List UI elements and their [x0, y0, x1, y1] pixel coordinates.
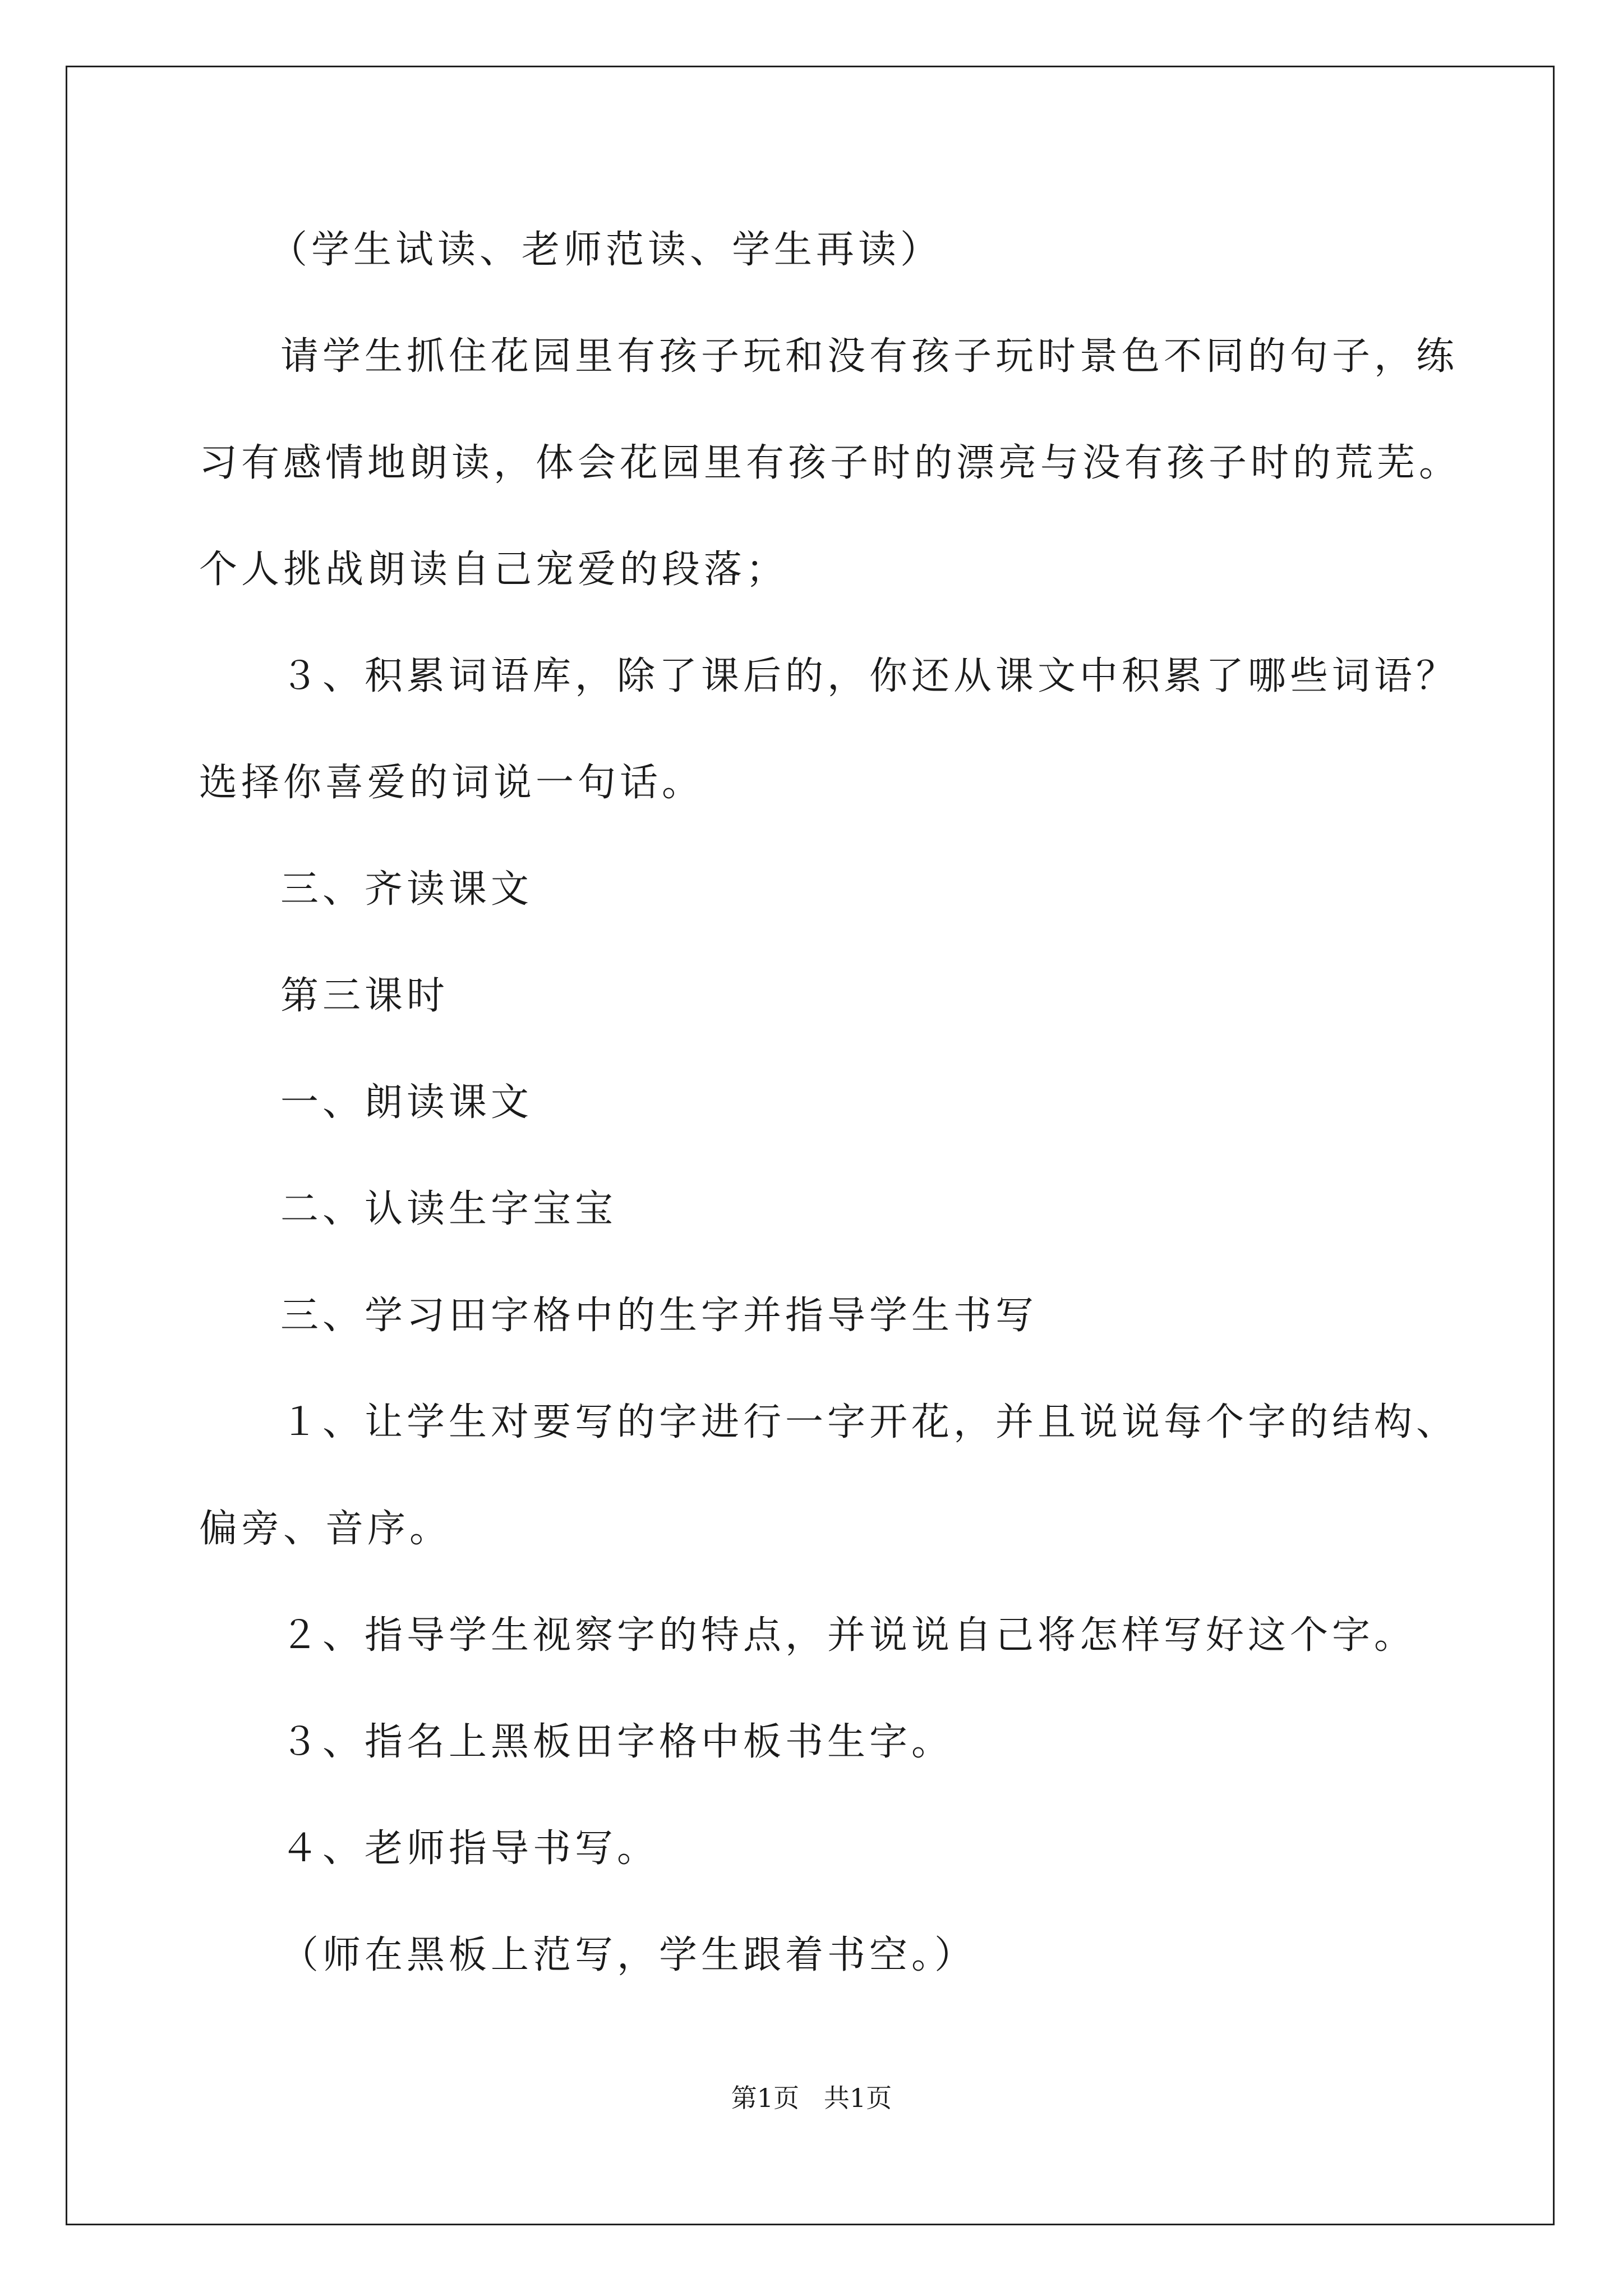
text-line-8: 第三课时	[280, 974, 449, 1018]
text-line-4: 个人挑战朗读自己宠爱的段落；	[199, 547, 789, 592]
text-line-3: 习有感情地朗读，体会花园里有孩子时的漂亮与没有孩子时的荒芜。	[199, 441, 1461, 485]
page-footer: 第1页 共1页	[731, 2083, 892, 2113]
text-line-9: 一、朗读课文	[280, 1080, 533, 1125]
text-line-16: ４、老师指导书写。	[280, 1826, 660, 1871]
text-line-13: 偏旁、音序。	[199, 1507, 452, 1551]
text-line-7: 三、齐读课文	[280, 867, 533, 912]
text-line-6: 选择你喜爱的词说一句话。	[199, 761, 704, 805]
text-line-1: （学生试读、老师范读、学生再读）	[269, 228, 943, 272]
text-line-12: １、让学生对要写的字进行一字开花，并且说说每个字的结构、	[280, 1400, 1459, 1444]
text-line-15: ３、指名上黑板田字格中板书生字。	[280, 1720, 954, 1764]
text-line-17: （师在黑板上范写，学生跟着书空。）	[280, 1933, 977, 1977]
text-line-11: 三、学习田字格中的生字并指导学生书写	[280, 1294, 1038, 1338]
text-line-2: 请学生抓住花园里有孩子玩和没有孩子玩时景色不同的句子，练	[280, 334, 1459, 379]
text-line-14: ２、指导学生视察字的特点，并说说自己将怎样写好这个字。	[280, 1613, 1417, 1658]
page-border	[66, 66, 1555, 2225]
text-line-5: ３、积累词语库，除了课后的，你还从课文中积累了哪些词语？	[280, 654, 1459, 698]
text-line-10: 二、认读生字宝宝	[280, 1187, 617, 1231]
